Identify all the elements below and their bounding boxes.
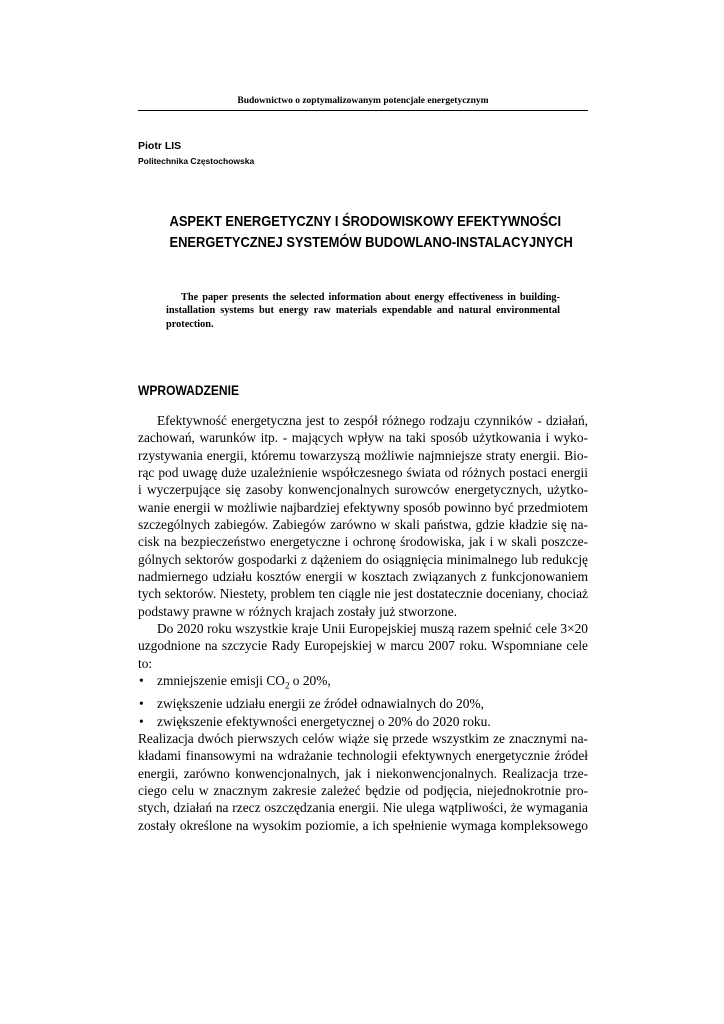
- section-heading: WPROWADZENIE: [138, 382, 240, 398]
- author-affiliation: Politechnika Częstochowska: [138, 156, 255, 166]
- text-line: nadmiernego udziału kosztów energii w kosztach związanych z funkcjonowaniem: [138, 569, 588, 585]
- abstract: The paper presents the selected information about energy effectiveness in building-installation systems but energy raw materials expendable and natural environmental protection.: [166, 292, 560, 330]
- subscript: 2: [284, 680, 290, 691]
- bullet-icon: •: [139, 713, 144, 729]
- text-line: kładami finansowymi na wdrażanie technologii efektywnych energetycznie źródeł: [138, 748, 588, 764]
- text-line: rąc pod uwagę duże uzależnienie współczesnego świata od różnych postaci energii: [138, 465, 588, 481]
- paper-title-line: ASPEKT ENERGETYCZNY I ŚRODOWISKOWY EFEKTYWNOŚCI: [169, 213, 562, 230]
- body-text: [138, 412, 588, 834]
- bullet-text: zwiększenie efektywności energetycznej o 20% do 2020 roku.: [157, 713, 491, 729]
- text-line: rzystywania energii, któremu towarzyszą możliwie najmniejsze straty energii. Bio-: [138, 447, 588, 463]
- running-header: Budownictwo o zoptymalizowanym potencjale energetycznym: [237, 96, 489, 106]
- bullet-icon: •: [139, 696, 144, 712]
- paper-title: [169, 211, 573, 253]
- text-line: podstawy prawne w różnych krajach zostały już stworzone.: [138, 603, 458, 619]
- text-line: cisk na bezpieczeństwo energetyczne i ochronę środowiska, jak i w skali poszcze-: [138, 534, 588, 550]
- bullet-item: [138, 695, 588, 712]
- author-name: Piotr LIS: [138, 140, 182, 152]
- text-line: Do 2020 roku wszystkie kraje Unii Europejskiej muszą razem spełnić cele 3×20: [157, 621, 588, 637]
- bullet-text: zwiększenie udziału energii ze źródeł odnawialnych do 20%,: [157, 696, 484, 712]
- bullet-text: o 20%,: [289, 673, 331, 689]
- text-line: Realizacja dwóch pierwszych celów wiąże się przede wszystkim ze znacznymi na-: [138, 730, 588, 746]
- bullet-item: [138, 672, 588, 695]
- text-line: energii, zarówno konwencjonalnych, jak i niekonwencjonalnych. Realizacja trze-: [138, 765, 588, 781]
- paper-title-line: ENERGETYCZNEJ SYSTEMÓW BUDOWLANO-INSTALACYJNYCH: [169, 234, 573, 251]
- text-line: ciego celu w znacznym zakresie zależeć będzie od podjęcia, niejednokrotnie pro-: [138, 782, 588, 798]
- bullet-text: zmniejszenie emisji CO: [157, 673, 285, 689]
- text-line: wanie energii w możliwie najbardziej efektywny sposób powinno być przedmiotem: [138, 499, 588, 515]
- text-line: stych, działań na rzecz oszczędzania energii. Nie ulega wątpliwości, że wymagania: [138, 800, 588, 816]
- text-line: szczególnych zabiegów. Zabiegów zarówno w skali państwa, gdzie kładzie się na-: [138, 517, 588, 533]
- text-line: uzgodnione na szczycie Rady Europejskiej w marcu 2007 roku. Wspomniane cele: [138, 638, 588, 654]
- text-line: tych sektorów. Niestety, problem ten ciągle nie jest dostatecznie doceniany, chociaż: [138, 586, 588, 602]
- text-line: i wyczerpujące się zasoby konwencjonalnych surowców energetycznych, użytko-: [138, 482, 588, 498]
- text-line: zachowań, warunków itp. - mających wpływ na taki sposób użytkowania i wyko-: [138, 430, 588, 446]
- text-line: to:: [138, 655, 153, 671]
- bullet-item: [138, 713, 588, 730]
- text-line: Efektywność energetyczna jest to zespół różnego rodzaju czynników - działań,: [157, 413, 588, 428]
- text-line: gólnych sektorów gospodarki z dążeniem do osiągnięcia minimalnego lub redukcję: [138, 551, 588, 567]
- header-rule: [138, 110, 588, 111]
- bullet-icon: •: [139, 673, 144, 689]
- text-line: zostały określone na wysokim poziomie, a ich spełnienie wymaga kompleksowego: [138, 817, 588, 833]
